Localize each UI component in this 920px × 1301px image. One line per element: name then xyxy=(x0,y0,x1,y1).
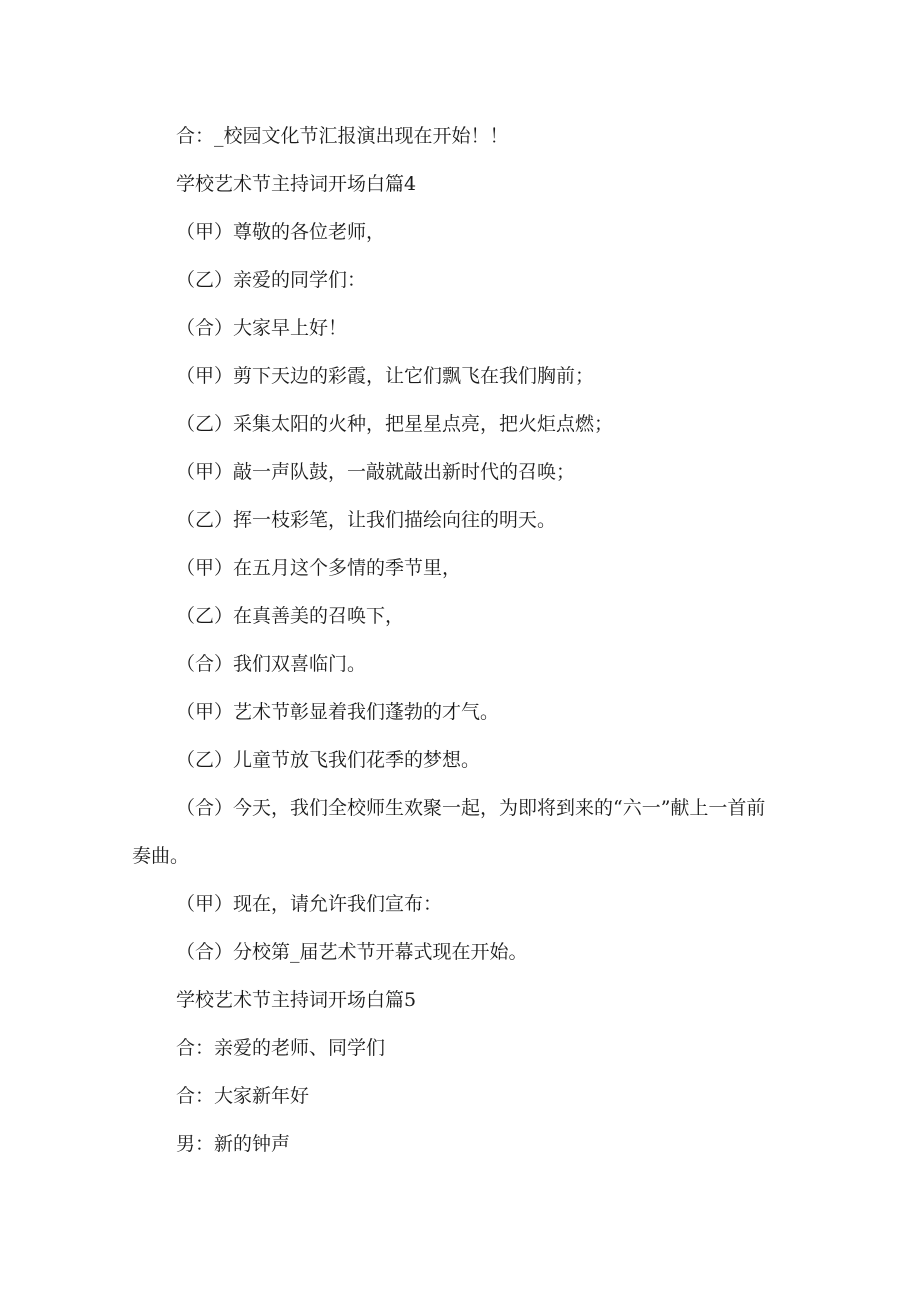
paragraph: 合：亲爱的老师、同学们 xyxy=(176,1037,386,1059)
paragraph: （甲）现在，请允许我们宣布： xyxy=(176,893,443,915)
paragraph: （乙）采集太阳的火种，把星星点亮，把火炬点燃； xyxy=(176,413,614,435)
paragraph: （合）我们双喜临门。 xyxy=(176,653,367,675)
paragraph: （甲）艺术节彰显着我们蓬勃的才气。 xyxy=(176,701,500,723)
paragraph: 男：新的钟声 xyxy=(176,1133,291,1155)
paragraph: （合）大家早上好！ xyxy=(176,317,348,339)
paragraph: （乙）儿童节放飞我们花季的梦想。 xyxy=(176,749,481,771)
section-heading: 学校艺术节主持词开场白篇5 xyxy=(176,989,417,1011)
paragraph: 合：大家新年好 xyxy=(176,1085,310,1107)
paragraph: 合：_校园文化节汇报演出现在开始！！ xyxy=(176,125,509,147)
paragraph: （乙）挥一枝彩笔，让我们描绘向往的明天。 xyxy=(176,509,557,531)
paragraph: （甲）在五月这个多情的季节里， xyxy=(176,557,462,579)
paragraph: （甲）尊敬的各位老师， xyxy=(176,221,386,243)
paragraph: （甲）敲一声队鼓，一敲就敲出新时代的召唤； xyxy=(176,461,576,483)
section-heading: 学校艺术节主持词开场白篇4 xyxy=(176,173,417,195)
paragraph: （乙）亲爱的同学们： xyxy=(176,269,367,291)
paragraph: （合）今天，我们全校师生欢聚一起，为即将到来的“六一”献上一首前奏曲。 xyxy=(132,797,766,867)
paragraph: （合）分校第_届艺术节开幕式现在开始。 xyxy=(176,941,528,963)
paragraph: （乙）在真善美的召唤下， xyxy=(176,605,405,627)
paragraph: （甲）剪下天边的彩霞，让它们飘飞在我们胸前； xyxy=(176,365,595,387)
document-body xyxy=(132,112,772,1168)
